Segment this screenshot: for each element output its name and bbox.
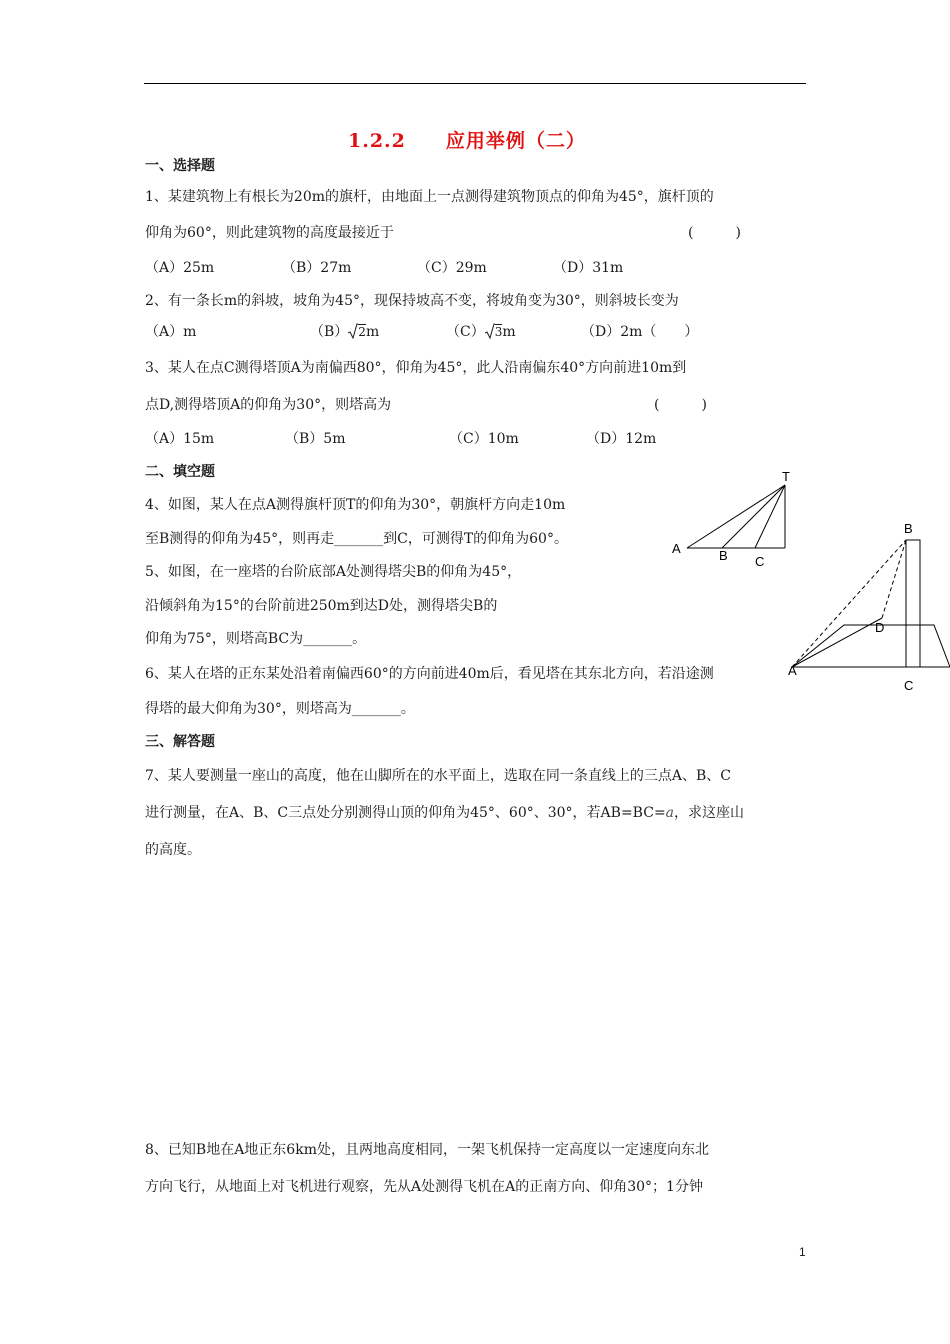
page-number: 1	[799, 1245, 806, 1259]
q4-line2: 至B测得的仰角为45°，则再走_______到C，可测得T的仰角为60°。	[145, 531, 568, 547]
q7-line1: 7、某人要测量一座山的高度，他在山脚所在的水平面上，选取在同一条直线上的三点A、B、C	[145, 768, 732, 784]
q3-option-d: （D）12m	[586, 431, 657, 447]
q1-option-b: （B）27m	[282, 260, 352, 276]
q1-line1: 1、某建筑物上有根长为20m的旗杆，由地面上一点测得建筑物顶点的仰角为45°，旗杆顶的	[145, 189, 714, 205]
q5-sightline-d	[882, 540, 906, 618]
q5-slope-ad	[792, 618, 885, 667]
q7-line3: 的高度。	[145, 842, 201, 858]
q3-option-a: （A）15m	[145, 431, 215, 447]
section-heading-fill: 二、填空题	[145, 464, 215, 480]
q6-line1: 6、某人在塔的正东某处沿着南偏西60°的方向前进40m后，看见塔在其东北方向，若沿途测	[145, 666, 714, 682]
q4-sightline-b	[722, 485, 785, 548]
sqrt-symbol: 2	[348, 323, 366, 340]
section-heading-answer: 三、解答题	[145, 734, 215, 750]
q1-line2: 仰角为60°，则此建筑物的高度最接近于	[145, 225, 394, 241]
q4-label-b: B	[719, 548, 728, 563]
q1-option-c: （C）29m	[417, 260, 487, 276]
q5-line3: 仰角为75°，则塔高BC为_______。	[145, 631, 367, 647]
q5-line2: 沿倾斜角为15°的台阶前进250m到达D处，测得塔尖B的	[145, 598, 498, 614]
q6-line2: 得塔的最大仰角为30°，则塔高为_______。	[145, 701, 415, 717]
q8-line1: 8、已知B地在A地正东6km处，且两地高度相同，一架飞机保持一定高度以一定速度向东北	[145, 1142, 709, 1158]
q5-label-a: A	[788, 663, 797, 678]
q3-line2: 点D,测得塔顶A的仰角为30°，则塔高为	[145, 397, 392, 413]
q8-line2: 方向飞行，从地面上对飞机进行观察，先从A处测得飞机在A的正南方向、仰角30°；1分钟	[145, 1179, 703, 1195]
q3-option-b: （B）5m	[285, 431, 346, 447]
q3-bracket: ( )	[654, 397, 707, 413]
q1-option-a: （A）25m	[145, 260, 215, 276]
q2-option-a: （A）m	[145, 324, 197, 340]
header-rule	[144, 83, 806, 84]
q2-option-d: （D）2m（ ）	[581, 324, 699, 340]
q1-bracket: ( )	[688, 225, 741, 241]
q1-option-d: （D）31m	[553, 260, 624, 276]
q3-option-c: （C）10m	[449, 431, 519, 447]
q5-label-c: C	[904, 678, 914, 693]
q5-sightline-a	[792, 540, 906, 667]
q4-label-c: C	[755, 554, 765, 569]
q2-option-b: （B） 2m	[310, 324, 380, 340]
q7-line2: 进行测量，在A、B、C三点处分别测得山顶的仰角为45°、60°、30°，若AB=BC=a，求这座山	[145, 805, 745, 821]
q5-tower	[906, 540, 920, 667]
q5-line1: 5、如图，在一座塔的台阶底部A处测得塔尖B的仰角为45°，	[145, 564, 522, 580]
q3-line1: 3、某人在点C测得塔顶A为南偏西80°，仰角为45°，此人沿南偏东40°方向前进10m到	[145, 360, 687, 376]
sqrt-symbol: 3	[485, 323, 503, 340]
q5-platform	[792, 625, 950, 667]
q2-option-c: （C） 3m	[446, 324, 516, 340]
q4-label-a: A	[672, 541, 681, 556]
section-heading-choice: 一、选择题	[145, 158, 215, 174]
q5-label-d: D	[875, 620, 885, 635]
q4-label-t: T	[782, 469, 790, 484]
q2-line1: 2、有一条长m的斜坡，坡角为45°，现保持坡高不变，将坡角变为30°，则斜坡长变为	[145, 293, 679, 309]
q5-diagram	[780, 515, 950, 695]
q4-line1: 4、如图，某人在点A测得旗杆顶T的仰角为30°，朝旗杆方向走10m	[145, 497, 566, 513]
page-title: 1.2.2 应用举例（二）	[348, 130, 586, 152]
q5-label-b: B	[904, 521, 913, 536]
